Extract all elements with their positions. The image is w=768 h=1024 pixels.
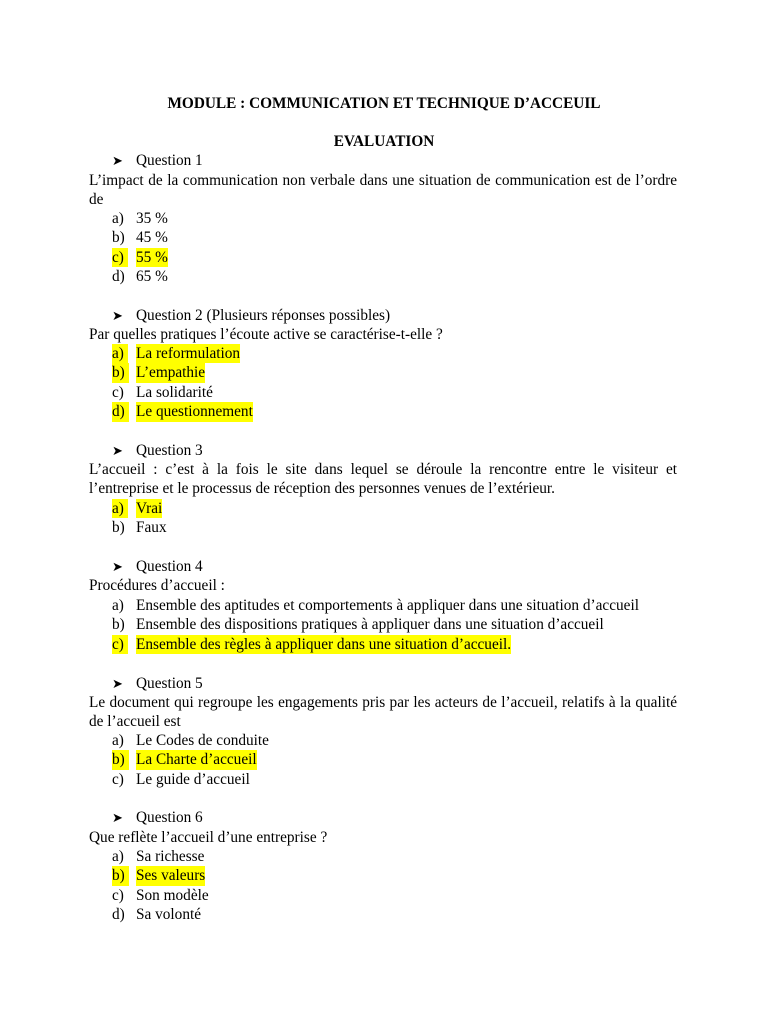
question-2-prompt: Par quelles pratiques l’écoute active se caractérise-t-elle ? [89,326,443,343]
answer-option [0,518,768,537]
option-text: Sa richesse [136,848,205,865]
option-letter: b) [112,363,129,382]
option-text: Sa volonté [136,906,202,924]
option-text: Son modèle [136,886,209,904]
option-letter: a) [112,210,124,227]
answer-option [0,615,768,634]
option-letter: a) [112,732,124,749]
question-6-heading [112,808,203,827]
option-letter: c) [112,383,124,401]
answer-option [0,209,768,228]
option-text: Ses valeurs [136,867,206,885]
option-text: Le guide d’accueil [136,770,250,788]
option-letter: a) [112,848,124,865]
question-5-heading [112,674,203,693]
question-6-options [0,847,768,925]
arrowhead-bullet-icon: ➤ [112,308,123,323]
option-text: Ensemble des aptitudes et comportements à appliquer dans une situation d’accueil [136,597,639,614]
option-letter: d) [112,906,125,924]
answer-option [0,383,768,402]
question-1-prompt: L’impact de la communication non verbale dans une situation de communication est de l’ordre de [89,172,677,209]
option-text: Le Codes de conduite [136,732,269,749]
question-heading-text: Question 1 [136,152,203,169]
answer-option [0,770,768,789]
question-heading-text: Question 5 [136,675,203,692]
option-letter: b) [112,229,125,247]
question-5-options [0,731,768,789]
option-letter: a) [112,344,128,363]
answer-option-highlighted [0,635,768,654]
option-text: Faux [136,519,167,537]
question-6-prompt: Que reflète l’accueil d’une entreprise ? [89,829,328,846]
question-heading-text: Question 4 [136,558,203,575]
option-text: 35 % [136,210,168,227]
option-letter: c) [112,886,124,904]
arrowhead-bullet-icon: ➤ [112,559,123,574]
answer-option [0,596,768,615]
answer-option [0,267,768,286]
question-heading-text: Question 2 (Plusieurs réponses possibles) [136,307,391,324]
option-text: Le questionnement [136,403,253,421]
question-3-prompt: L’accueil : c’est à la fois le site dans lequel se déroule la rencontre entre le visiteur et l’entreprise et le processus de réception des personnes venues de l’extérieur. [89,461,677,498]
answer-option-highlighted [0,402,768,421]
question-4-prompt: Procédures d’accueil : [89,577,225,594]
module-title: MODULE : COMMUNICATION ET TECHNIQUE D’ACCEUIL [167,95,601,112]
answer-option [0,847,768,866]
option-letter: c) [112,770,124,788]
answer-option-highlighted [0,499,768,518]
question-4-options [0,596,768,654]
question-3-options [0,499,768,538]
arrowhead-bullet-icon: ➤ [112,153,123,168]
question-5-prompt: Le document qui regroupe les engagements pris par les acteurs de l’accueil, relatifs à la qualité de l’accueil est [89,694,677,731]
question-4-heading [112,557,203,576]
answer-option-highlighted [0,363,768,382]
option-letter: b) [112,866,129,885]
answer-option [0,886,768,905]
question-heading-text: Question 6 [136,809,203,826]
question-heading-text: Question 3 [136,442,203,459]
option-text: La solidarité [136,383,213,401]
question-1-options [0,209,768,287]
option-letter: a) [112,597,124,614]
option-letter: b) [112,750,129,769]
arrowhead-bullet-icon: ➤ [112,676,123,691]
answer-option-highlighted [0,248,768,267]
answer-option-highlighted [0,750,768,769]
answer-option-highlighted [0,866,768,885]
question-2-heading [112,306,390,325]
option-text: Vrai [136,500,163,517]
answer-option [0,905,768,924]
option-letter: b) [112,616,125,634]
option-letter: a) [112,499,128,518]
option-letter: d) [112,402,129,421]
question-3-heading [112,441,203,460]
option-letter: d) [112,268,125,286]
question-1-heading [112,151,203,170]
option-text: 45 % [136,229,168,247]
answer-option [0,731,768,750]
arrowhead-bullet-icon: ➤ [112,810,123,825]
option-text: L’empathie [136,364,206,382]
evaluation-title: EVALUATION [333,133,435,150]
option-text: La reformulation [136,345,241,362]
answer-option-highlighted [0,344,768,363]
option-letter: c) [112,248,128,267]
arrowhead-bullet-icon: ➤ [112,443,123,458]
question-2-options [0,344,768,422]
answer-option [0,228,768,247]
option-text: Ensemble des dispositions pratiques à appliquer dans une situation d’accueil [136,616,604,634]
option-text: 55 % [136,248,168,266]
option-letter: c) [112,635,128,654]
option-text: Ensemble des règles à appliquer dans une situation d’accueil. [136,635,512,653]
option-letter: b) [112,519,125,537]
option-text: 65 % [136,268,168,286]
option-text: La Charte d’accueil [136,751,257,769]
